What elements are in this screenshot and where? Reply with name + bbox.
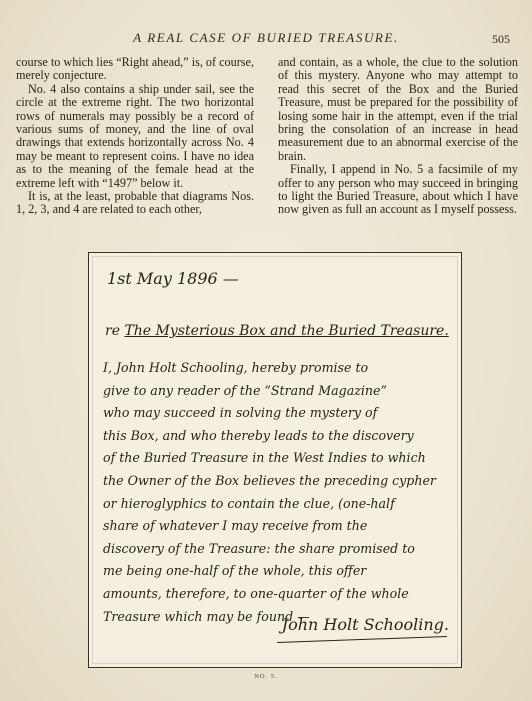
- running-title: A REAL CASE OF BURIED TREASURE.: [133, 30, 399, 45]
- left-text-column: [16, 56, 254, 217]
- page-number: 505: [492, 32, 510, 46]
- letter-line: amounts, therefore, to one-quarter of the whole: [103, 585, 409, 601]
- letter-line: who may succeed in solving the mystery of: [103, 405, 378, 421]
- paragraph: Finally, I append in No. 5 a facsimile of my offer to any person who may succeed in bringing to light the Buried Treasure, about which I have now given as full an account as I myself possess.: [278, 162, 518, 217]
- letter-line: discovery of the Treasure: the share promised to: [103, 540, 415, 556]
- paragraph: It is, at the least, probable that diagrams Nos. 1, 2, 3, and 4 are related to each other,: [16, 189, 254, 217]
- letter-line: I, John Holt Schooling, hereby promise to: [103, 360, 369, 375]
- letter-line: of the Buried Treasure in the West Indies to which: [103, 450, 426, 466]
- letter-line: or hieroglyphics to contain the clue, (one-half: [103, 495, 395, 511]
- paragraph: No. 4 also contains a ship under sail, see the circle at the extreme right. The two horizontal rows of numerals may possibly be a record of various sums of money, and the line of oval drawings that extends horizontally across No. 4 may be meant to represent coins. I have no idea as to the meaning of the female head at the extreme left with “1497” below it.: [16, 81, 254, 190]
- letter-subject: The Mysterious Box and the Buried Treasure.: [124, 323, 449, 339]
- paragraph: course to which lies “Right ahead,” is, of course, merely conjecture.: [16, 55, 254, 83]
- letter-line: this Box, and who thereby leads to the discovery: [103, 427, 414, 443]
- right-text-column: [278, 56, 518, 217]
- letter-subject-line: [105, 323, 449, 339]
- letter-date: 1st May 1896 —: [107, 269, 239, 288]
- letter-line: the Owner of the Box believes the preceding cypher: [103, 472, 436, 488]
- letter-line: Treasure which may be found —: [103, 608, 310, 624]
- letter-signature: John Holt Schooling.: [281, 615, 449, 634]
- figure-caption: NO. 5.: [254, 673, 278, 680]
- letter-re-prefix: re: [105, 323, 120, 339]
- signature-underline: [277, 636, 447, 643]
- facsimile-letter: [88, 252, 462, 668]
- letter-line: give to any reader of the “Strand Magazine”: [103, 382, 387, 398]
- letter-body: [103, 357, 453, 628]
- letter-line: share of whatever I may receive from the: [103, 518, 368, 534]
- paragraph: and contain, as a whole, the clue to the solution of this mystery. Anyone who may attempt to read this secret of the Box and the Buried Treasure, must be prepared for the possibility of losing some hair in the attempt, even if the trial bring the consolation of an increase in head measurement due to an abnormal exercise of the brain.: [278, 55, 518, 163]
- letter-line: me being one-half of the whole, this offer: [103, 563, 367, 579]
